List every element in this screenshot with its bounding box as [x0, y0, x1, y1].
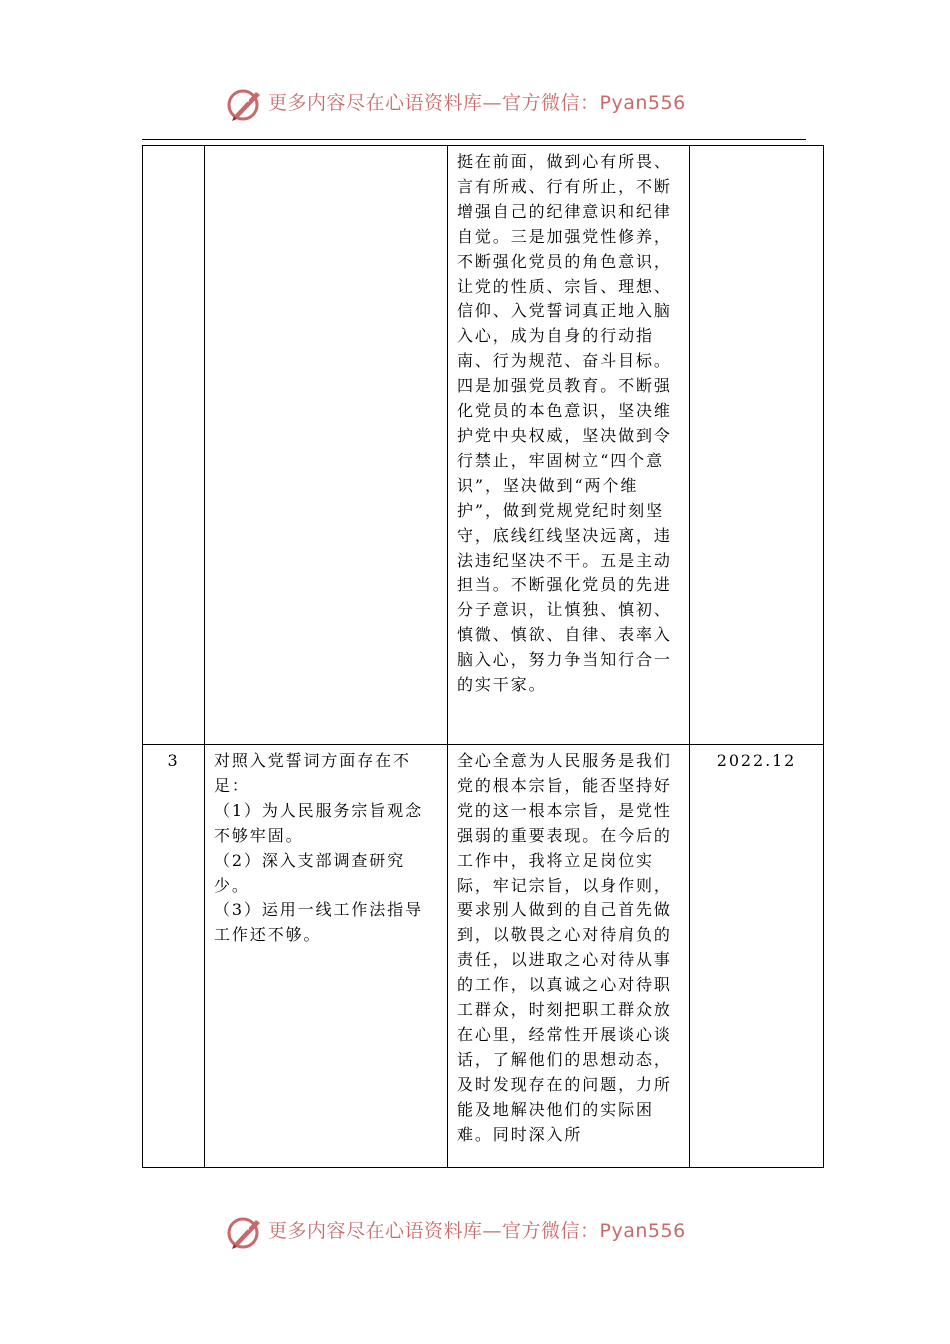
issue-item: （1）为人民服务宗旨观念不够牢固。 [214, 800, 423, 845]
issue-cell [205, 146, 448, 745]
measures-cell: 挺在前面，做到心有所畏、言有所戒、行有所止，不断增强自己的纪律意识和纪律自觉。三是加强党性修养，不断强化党员的角色意识，让党的性质、宗旨、理想、信仰、入党誓词真正地入脑入心，成为自身的行动指南、行为规范、奋斗目标。四是加强党员教育。不断强化党员的本色意识，坚决维护党中央权威，坚决做到令行禁止，牢固树立“四个意识”，坚决做到“两个维护”，做到党规党纪时刻坚守，底线红线坚决远离，违法违纪坚决不干。五是主动担当。不断强化党员的先进分子意识，让慎独、慎初、慎微、慎欲、自律、表率入脑入心，努力争当知行合一的实干家。 [448, 146, 690, 745]
issue-item: （2）深入支部调查研究少。 [214, 850, 406, 895]
table-row [143, 745, 824, 1168]
row-number [143, 146, 205, 745]
watermark-banner-bottom [0, 1212, 950, 1252]
watermark-text: 更多内容尽在心语资料库—官方微信：Pyan556 [268, 1220, 686, 1242]
table-row [143, 146, 824, 745]
pen-logo-icon [226, 1214, 264, 1250]
deadline-cell [690, 146, 824, 745]
issue-item: （3）运用一线工作法指导工作还不够。 [214, 900, 423, 945]
issue-heading: 对照入党誓词方面存在不足： [214, 751, 411, 795]
pen-logo-icon [226, 86, 264, 122]
row-number: 3 [143, 745, 205, 1168]
deadline-cell: 2022.12 [690, 745, 824, 1168]
watermark-text: 更多内容尽在心语资料库—官方微信：Pyan556 [268, 92, 686, 114]
header-rule [142, 139, 806, 140]
watermark-banner-top [0, 84, 950, 124]
rectification-table [142, 145, 824, 1168]
measures-cell: 全心全意为人民服务是我们党的根本宗旨，能否坚持好党的这一根本宗旨，是党性强弱的重要表现。在今后的工作中，我将立足岗位实际，牢记宗旨，以身作则，要求别人做到的自己首先做到，以敬畏之心对待肩负的责任，以进取之心对待从事的工作，以真诚之心对待职工群众，时刻把职工群众放在心里，经常性开展谈心谈话，了解他们的思想动态，及时发现存在的问题，力所能及地解决他们的实际困难。同时深入所 [448, 745, 690, 1168]
issue-cell [205, 745, 448, 1168]
